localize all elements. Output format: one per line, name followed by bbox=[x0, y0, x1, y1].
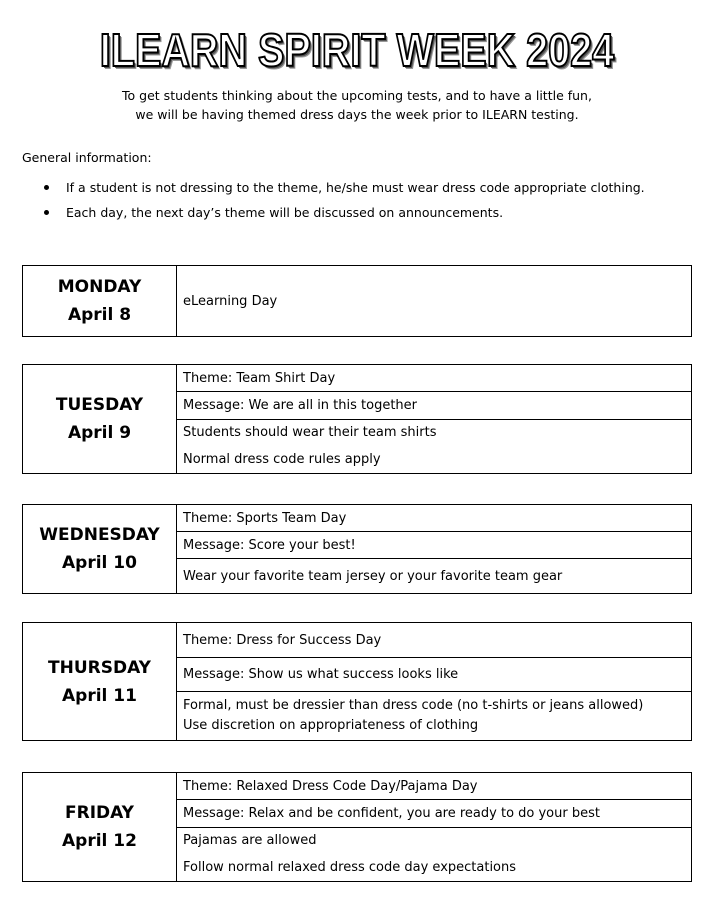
table-row: Message: Show us what success looks like bbox=[177, 658, 691, 692]
day-date: April 12 bbox=[62, 831, 137, 851]
day-name: MONDAY bbox=[57, 277, 142, 297]
general-info-list bbox=[22, 178, 645, 228]
day-rows bbox=[177, 505, 691, 593]
tuesday-table bbox=[22, 364, 692, 474]
detail-line: Use discretion on appropriateness of clothing bbox=[183, 718, 479, 733]
table-row: Message: Score your best! bbox=[177, 532, 691, 559]
detail-line: Formal, must be dressier than dress code (no t-shirts or jeans allowed) bbox=[183, 698, 644, 713]
day-name: WEDNESDAY bbox=[39, 525, 160, 545]
intro-line: To get students thinking about the upcoming tests, and to have a little fun, bbox=[122, 88, 592, 103]
list-item: Each day, the next day’s theme will be discussed on announcements. bbox=[22, 203, 645, 228]
intro-text bbox=[0, 86, 714, 124]
detail-line: Students should wear their team shirts bbox=[183, 424, 437, 440]
detail-line: Follow normal relaxed dress code day expectations bbox=[183, 859, 517, 875]
day-rows bbox=[177, 773, 691, 881]
day-cell bbox=[23, 623, 177, 740]
table-row: Theme: Relaxed Dress Code Day/Pajama Day bbox=[177, 773, 691, 800]
table-row bbox=[177, 420, 691, 473]
wednesday-table bbox=[22, 504, 692, 594]
friday-table bbox=[22, 772, 692, 882]
table-row: Theme: Dress for Success Day bbox=[177, 623, 691, 658]
day-rows bbox=[177, 365, 691, 473]
intro-line: we will be having themed dress days the week prior to ILEARN testing. bbox=[135, 107, 579, 122]
day-date: April 8 bbox=[67, 305, 132, 325]
day-name: TUESDAY bbox=[55, 395, 144, 415]
day-cell bbox=[23, 773, 177, 881]
list-item: If a student is not dressing to the theme, he/she must wear dress code appropriate clothing. bbox=[22, 178, 645, 203]
table-row: Theme: Sports Team Day bbox=[177, 505, 691, 532]
day-cell bbox=[23, 505, 177, 593]
table-row bbox=[177, 692, 691, 740]
table-row: Wear your favorite team jersey or your favorite team gear bbox=[183, 568, 563, 584]
day-date: April 10 bbox=[62, 553, 137, 573]
monday-table bbox=[22, 265, 692, 337]
table-row: Theme: Team Shirt Day bbox=[177, 365, 691, 392]
day-name: THURSDAY bbox=[48, 657, 151, 678]
day-date: April 11 bbox=[62, 685, 137, 706]
table-row: Message: We are all in this together bbox=[177, 392, 691, 420]
table-row: eLearning Day bbox=[183, 293, 278, 309]
table-row bbox=[177, 828, 691, 881]
thursday-table bbox=[22, 622, 692, 741]
table-row: Message: Relax and be confident, you are ready to do your best bbox=[177, 800, 691, 828]
day-cell bbox=[23, 266, 177, 336]
general-info-label: General information: bbox=[22, 150, 152, 165]
detail-line: Pajamas are allowed bbox=[183, 832, 317, 848]
day-cell bbox=[23, 365, 177, 473]
day-rows bbox=[177, 266, 691, 336]
day-rows bbox=[177, 623, 691, 740]
page-title: ILEARN SPIRIT WEEK 2024 bbox=[99, 24, 615, 76]
day-date: April 9 bbox=[67, 423, 132, 443]
detail-line: Normal dress code rules apply bbox=[183, 451, 381, 467]
day-name: FRIDAY bbox=[65, 803, 134, 823]
